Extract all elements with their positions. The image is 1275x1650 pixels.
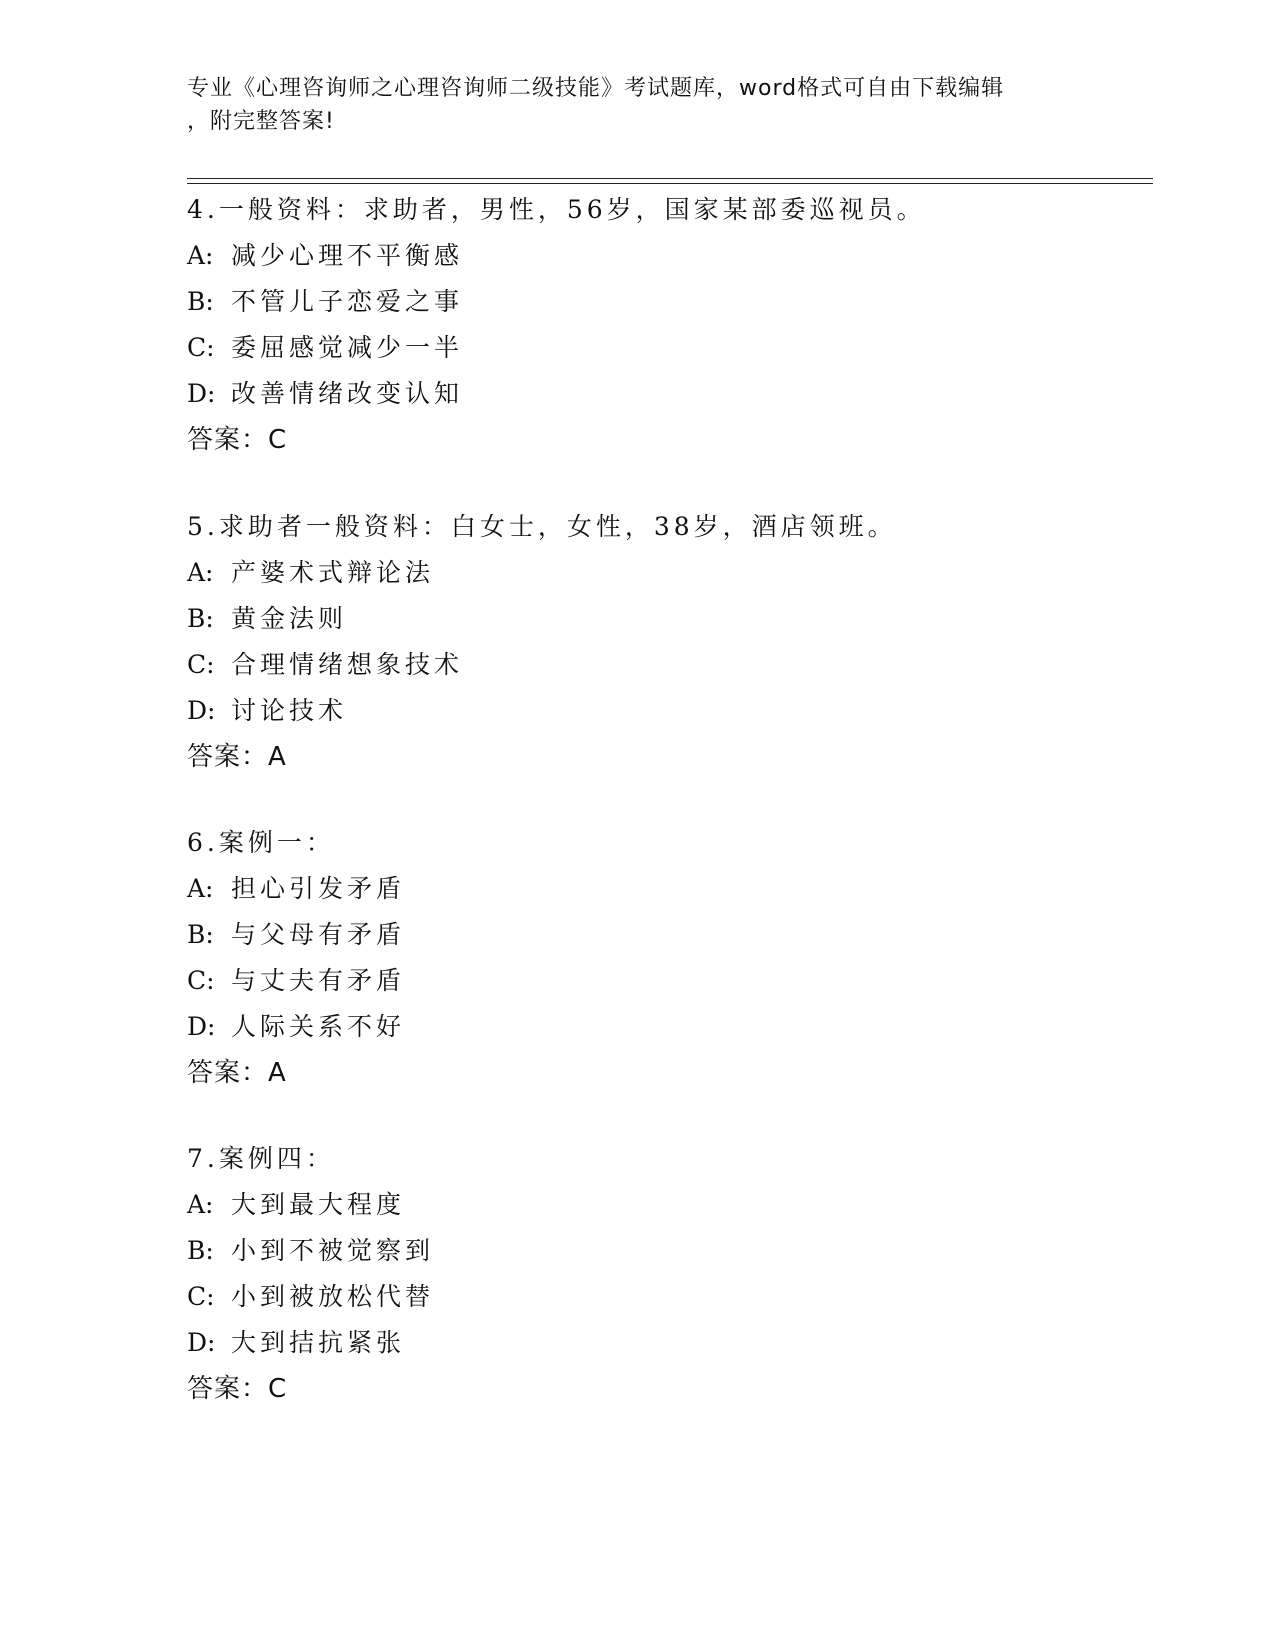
question-stem: 5.求助者一般资料：白女士，女性，38岁，酒店领班。 xyxy=(187,512,897,541)
question-4 xyxy=(187,187,1187,463)
option-letter: A: xyxy=(187,241,214,270)
answer-line: 答案：C xyxy=(187,1374,288,1404)
option-text: 小到不被觉察到 xyxy=(231,1236,435,1265)
option-letter: B: xyxy=(187,920,214,949)
option-text: 产婆术式辩论法 xyxy=(231,558,435,587)
question-stem: 7.案例四： xyxy=(187,1144,335,1173)
option-c xyxy=(187,958,1187,1004)
header-divider-bottom xyxy=(187,183,1153,184)
option-b xyxy=(187,912,1187,958)
option-letter: B: xyxy=(187,287,214,316)
option-a xyxy=(187,550,1187,596)
header-title-line-2: ，附完整答案! xyxy=(187,109,335,134)
question-6 xyxy=(187,820,1187,1096)
option-letter: A: xyxy=(187,1190,214,1219)
option-letter: A: xyxy=(187,874,214,903)
option-b xyxy=(187,1228,1187,1274)
option-a xyxy=(187,1182,1187,1228)
option-text: 人际关系不好 xyxy=(231,1012,406,1041)
option-letter: C: xyxy=(187,1282,215,1311)
option-letter: D: xyxy=(187,1012,216,1041)
option-text: 大到最大程度 xyxy=(231,1190,406,1219)
option-letter: C: xyxy=(187,333,215,362)
answer-line: 答案：A xyxy=(187,742,287,772)
option-text: 大到拮抗紧张 xyxy=(231,1328,406,1357)
answer-line: 答案：A xyxy=(187,1058,287,1088)
option-a xyxy=(187,233,1187,279)
option-text: 黄金法则 xyxy=(231,604,348,633)
question-stem: 4.一般资料：求助者，男性，56岁，国家某部委巡视员。 xyxy=(187,195,926,224)
option-c xyxy=(187,642,1187,688)
option-d xyxy=(187,688,1187,734)
option-text: 小到被放松代替 xyxy=(231,1282,435,1311)
question-5 xyxy=(187,504,1187,780)
option-b xyxy=(187,596,1187,642)
option-text: 与父母有矛盾 xyxy=(231,920,406,949)
option-d xyxy=(187,371,1187,417)
option-c xyxy=(187,325,1187,371)
option-d xyxy=(187,1004,1187,1050)
option-letter: C: xyxy=(187,966,215,995)
option-c xyxy=(187,1274,1187,1320)
option-text: 讨论技术 xyxy=(231,696,348,725)
option-text: 委屈感觉减少一半 xyxy=(231,333,464,362)
option-text: 改善情绪改变认知 xyxy=(231,379,464,408)
option-text: 减少心理不平衡感 xyxy=(231,241,464,270)
option-d xyxy=(187,1320,1187,1366)
option-text: 与丈夫有矛盾 xyxy=(231,966,406,995)
document-header xyxy=(187,72,1087,138)
option-letter: D: xyxy=(187,696,216,725)
question-stem: 6.案例一： xyxy=(187,828,335,857)
header-divider-top xyxy=(187,178,1153,179)
option-b xyxy=(187,279,1187,325)
option-letter: A: xyxy=(187,558,214,587)
option-a xyxy=(187,866,1187,912)
option-text: 合理情绪想象技术 xyxy=(231,650,464,679)
option-text: 担心引发矛盾 xyxy=(231,874,406,903)
option-letter: B: xyxy=(187,1236,214,1265)
question-7 xyxy=(187,1136,1187,1412)
option-letter: D: xyxy=(187,1328,216,1357)
option-letter: C: xyxy=(187,650,215,679)
option-letter: B: xyxy=(187,604,214,633)
header-title-line-1: 专业《心理咨询师之心理咨询师二级技能》考试题库，word格式可自由下载编辑 xyxy=(187,76,1005,101)
option-text: 不管儿子恋爱之事 xyxy=(231,287,464,316)
answer-line: 答案：C xyxy=(187,425,288,455)
option-letter: D: xyxy=(187,379,216,408)
